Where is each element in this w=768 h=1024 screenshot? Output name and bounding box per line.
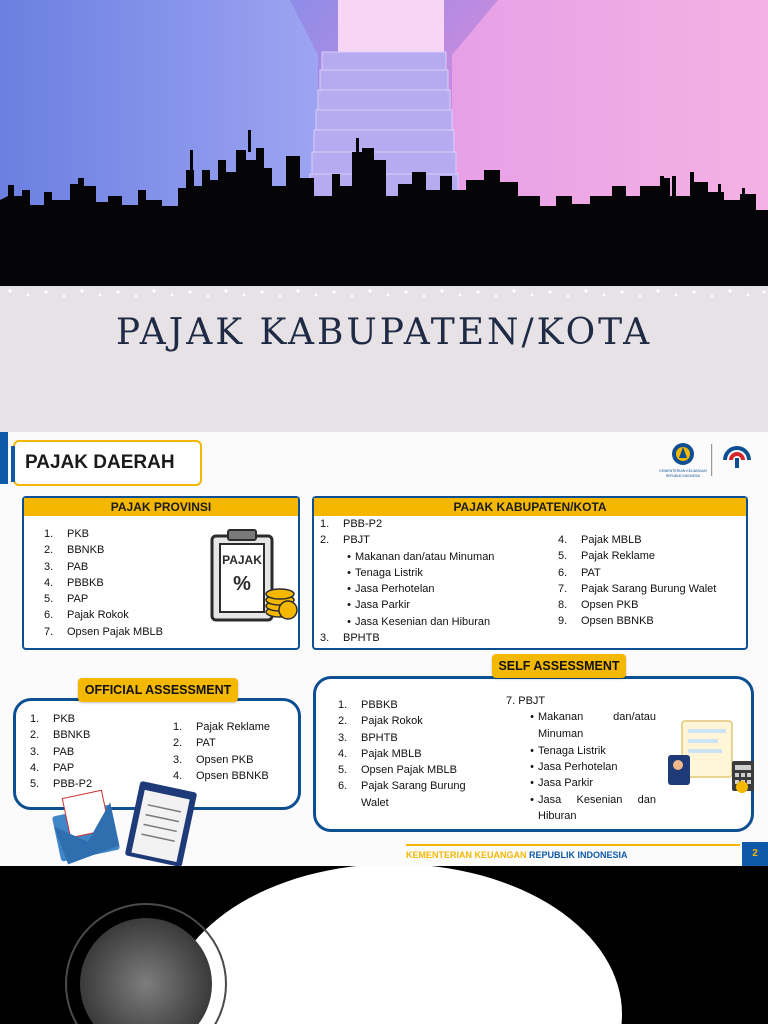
- decorative-circles: [0, 866, 768, 1024]
- tax-documents-illustration: [52, 780, 212, 866]
- footer-divider: [406, 844, 740, 846]
- list-subitem: • Makanan dan/atau: [530, 711, 656, 724]
- list-item: 1. PKB: [44, 528, 90, 540]
- slide-title: PAJAK KABUPATEN/KOTA: [115, 312, 653, 353]
- list-item: 5. Pajak Reklame: [558, 550, 655, 563]
- list-subitem: • Jasa Perhotelan: [347, 583, 435, 596]
- title-band: [0, 286, 768, 432]
- list-subitem: • Makanan dan/atau Minuman: [347, 550, 495, 563]
- list-item: 1. PBBKB: [338, 699, 398, 711]
- list-item: 3. BPHTB: [338, 731, 398, 744]
- list-item: 5. PAP: [44, 593, 89, 606]
- list-subitem: • Tenaga Listrik: [530, 744, 606, 757]
- pajak-provinsi-list: [44, 526, 163, 640]
- list-item: 3. PAB: [44, 560, 89, 573]
- list-item: 2. PBJT: [320, 534, 370, 547]
- list-item: 4. Pajak MBLB: [338, 747, 422, 760]
- svg-text:PAJAK: PAJAK: [222, 553, 262, 567]
- clipboard-icon: [125, 781, 198, 866]
- footer-organization: KEMENTERIAN KEUANGAN REPUBLIK INDONESIA: [406, 850, 628, 860]
- envelope-icon: [52, 790, 121, 865]
- pajak-kabkota-card: [312, 496, 748, 650]
- list-subitem: • Tenaga Listrik: [347, 566, 423, 579]
- list-item: 2. BBNKB: [30, 729, 91, 742]
- self-assessment-badge: SELF ASSESSMENT: [492, 654, 626, 678]
- list-item: 8. Opsen PKB: [558, 599, 639, 612]
- official-list-right: [173, 719, 270, 784]
- list-item: 2. PAT: [173, 737, 216, 750]
- list-item: 6. Pajak Rokok: [44, 609, 129, 622]
- list-item: 3. BPHTB: [320, 632, 380, 645]
- list-item: 4. PAP: [30, 761, 75, 774]
- list-item: 7. PBJT: [506, 695, 546, 707]
- list-item: 5. Opsen Pajak MBLB: [338, 764, 457, 777]
- slide-title-kabupaten-kota: [0, 0, 768, 432]
- list-item: 1. Pajak Reklame: [173, 721, 270, 733]
- self-list-left: [338, 697, 466, 811]
- djpk-logo-icon: [725, 448, 749, 468]
- list-item: 6. PAT: [558, 566, 601, 579]
- list-item: 4. Opsen BBNKB: [173, 769, 269, 782]
- svg-text:KEMENTERIAN KEUANGAN: KEMENTERIAN KEUANGAN: [659, 469, 707, 473]
- list-subitem: • Jasa Kesenian dan: [530, 793, 656, 806]
- pajak-kabkota-list-left: [320, 516, 494, 646]
- slide-pajak-daerah: [0, 432, 768, 866]
- list-item: 2. Pajak Rokok: [338, 715, 423, 728]
- list-subitem: • Jasa Parkir: [347, 599, 411, 612]
- pajak-kabkota-header: PAJAK KABUPATEN/KOTA: [314, 498, 746, 516]
- self-assessment-card: [313, 676, 754, 832]
- list-item: 7. Pajak Sarang Burung Walet: [558, 582, 717, 595]
- list-item: 3. PAB: [30, 745, 75, 758]
- list-item: 4. Pajak MBLB: [558, 534, 642, 546]
- list-item: 5. PBB-P2: [30, 778, 93, 791]
- official-assessment-badge: OFFICIAL ASSESSMENT: [78, 678, 238, 702]
- list-item: 2. BBNKB: [44, 544, 105, 557]
- list-subitem: • Jasa Kesenian dan Hiburan: [347, 615, 491, 628]
- kemenkeu-emblem-icon: [672, 443, 694, 465]
- svg-text:REPUBLIK INDONESIA: REPUBLIK INDONESIA: [665, 474, 701, 478]
- list-subitem-continuation: Hiburan: [538, 810, 577, 823]
- list-item: 9. Opsen BBNKB: [558, 615, 654, 628]
- list-item: 1. PBB-P2: [320, 518, 383, 530]
- svg-text:%: %: [233, 573, 251, 595]
- page-number: 2: [742, 842, 768, 866]
- header-box: [13, 440, 202, 486]
- self-list-right: [506, 693, 656, 824]
- dotted-divider: [0, 287, 768, 301]
- list-item: 4. PBBKB: [44, 576, 104, 589]
- pajak-provinsi-card: [22, 496, 300, 650]
- list-item-continuation: Walet: [361, 796, 389, 809]
- accountant-desk-icon: [668, 715, 756, 795]
- list-item: 3. Opsen PKB: [173, 753, 254, 766]
- list-subitem: • Jasa Perhotelan: [530, 761, 618, 774]
- ministry-logos: [655, 438, 768, 482]
- accent-bar: [0, 432, 8, 484]
- list-subitem: • Jasa Parkir: [530, 777, 594, 790]
- header-title: PAJAK DAERAH: [25, 452, 175, 473]
- city-skyline-hero-image: [0, 0, 768, 286]
- pajak-kabkota-list-right: [558, 532, 716, 630]
- list-item: 6. Pajak Sarang Burung: [338, 780, 466, 793]
- list-item: 7. Opsen Pajak MBLB: [44, 625, 163, 638]
- slide-partial-next: [0, 866, 768, 1024]
- tax-clipboard-icon: [208, 528, 300, 626]
- pajak-provinsi-header: PAJAK PROVINSI: [24, 498, 298, 516]
- list-subitem-continuation: Minuman: [538, 727, 584, 740]
- list-item: 1. PKB: [30, 713, 76, 725]
